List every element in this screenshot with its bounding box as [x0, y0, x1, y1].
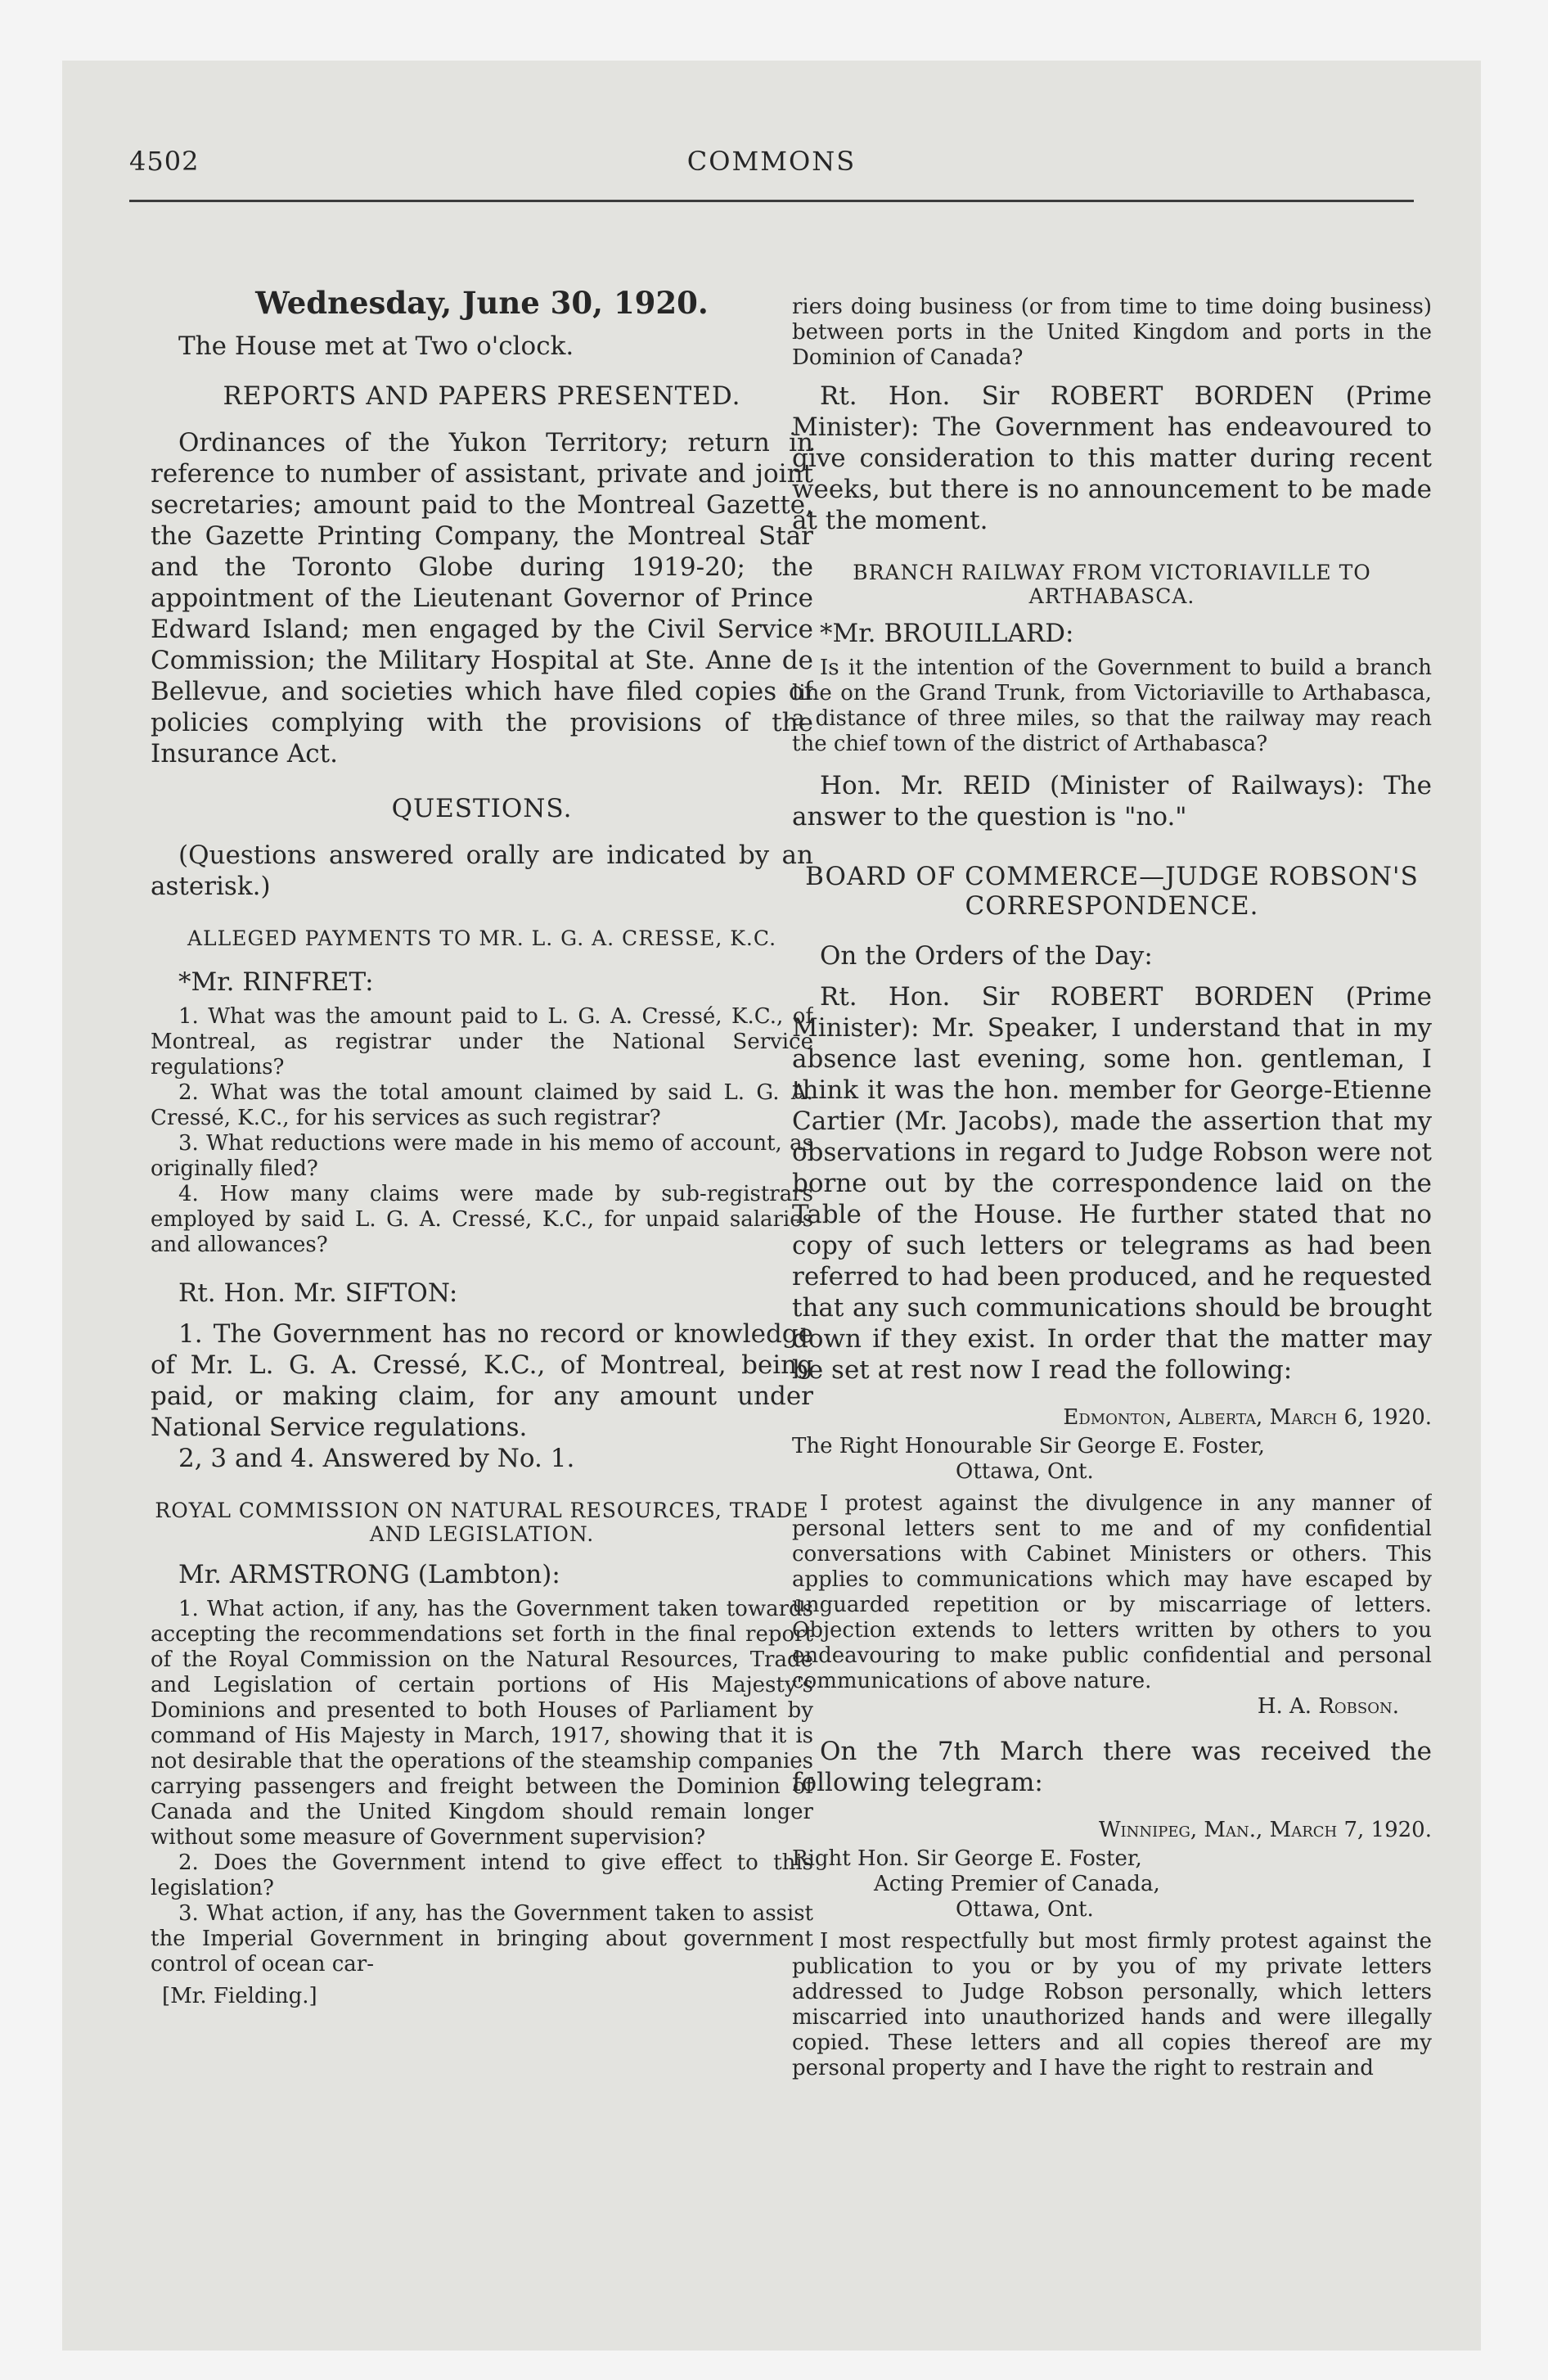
- page-number: 4502: [129, 146, 200, 177]
- letter-addressee: Ottawa, Ont.: [956, 1459, 1094, 1484]
- question-item: 2. What was the total amount claimed by said L. G. A. Cressé, K.C., for his services as such registrar?: [151, 1080, 813, 1130]
- speaker-sifton: Rt. Hon. Mr. SIFTON:: [178, 1278, 458, 1308]
- question-item: 4. How many claims were made by sub-registrars employed by said L. G. A. Cressé, K.C., for unpaid salaries and allowances?: [151, 1182, 813, 1257]
- section-heading-board-of-commerce: BOARD OF COMMERCE—JUDGE ROBSON'S CORRESPONDENCE.: [805, 862, 1419, 921]
- answer-paragraph: 1. The Government has no record or knowledge of Mr. L. G. A. Cressé, K.C., of Montreal, being paid, or making claim, for any amount under National Service regulations.: [151, 1319, 813, 1442]
- question-item: 2. Does the Government intend to give effect to this legislation?: [151, 1850, 813, 1900]
- section-heading-cresse: ALLEGED PAYMENTS TO MR. L. G. A. CRESSE, K.C.: [187, 926, 777, 950]
- question-list-cresse: [151, 1004, 813, 1258]
- reports-heading: REPORTS AND PAPERS PRESENTED.: [223, 381, 741, 411]
- page: [62, 61, 1481, 2351]
- telegram-intro: On the 7th March there was received the following telegram:: [792, 1737, 1432, 1797]
- speaker-brouillard: *Mr. BROUILLARD:: [820, 619, 1074, 648]
- question-item: 1. What action, if any, has the Government taken towards accepting the recommendations set forth in the final report of the Royal Commission on the Natural Resources, Trade and Legislation of certain portions of His Majesty's Dominions and presented to both Houses of Parliament by command of His Majesty in March, 1917, showing that it is not desirable that the operations of the steamship companies carrying passengers and freight between the Dominion of Canada and the United Kingdom should remain longer without some measure of Government supervision?: [151, 1597, 813, 1850]
- questions-note: (Questions answered orally are indicated by an asterisk.): [151, 841, 813, 901]
- questions-heading: QUESTIONS.: [391, 794, 573, 823]
- page-footer: [Mr. Fielding.]: [162, 1984, 317, 2008]
- letter-addressee: Acting Premier of Canada,: [874, 1872, 1160, 1896]
- question-continued: riers doing business (or from time to time doing business) between ports in the United Kingdom and ports in the Dominion of Canada?: [792, 295, 1432, 370]
- question-item: 1. What was the amount paid to L. G. A. Cressé, K.C., of Montreal, as registrar under the National Service regulations?: [151, 1004, 813, 1080]
- speaker-rinfret: *Mr. RINFRET:: [178, 967, 374, 997]
- letter-addressee: The Right Honourable Sir George E. Foster,: [792, 1434, 1265, 1458]
- letter-addressee: Ottawa, Ont.: [956, 1897, 1094, 1922]
- orders-of-the-day: On the Orders of the Day:: [820, 941, 1153, 971]
- question-item: 3. What action, if any, has the Government taken to assist the Imperial Government in bringing about government control of ocean car-: [151, 1901, 813, 1977]
- letter-signature: H. A. Robson.: [1257, 1694, 1399, 1719]
- letter-body: I most respectfully but most firmly protest against the publication to you or by you of my private letters addressed to Judge Robson personally, which letters miscarried into unauthorized hands and were illegally copied. These letters and all copies thereof are my personal property and I have the right to restrain and: [792, 1929, 1432, 2080]
- speaker-armstrong: Mr. ARMSTRONG (Lambton):: [178, 1560, 560, 1589]
- question-list-royal-commission: [151, 1597, 813, 1977]
- letter-addressee: Right Hon. Sir George E. Foster,: [792, 1846, 1142, 1871]
- date-heading: Wednesday, June 30, 1920.: [255, 285, 709, 321]
- letter-dateline: Winnipeg, Man., March 7, 1920.: [1098, 1818, 1432, 1842]
- running-head: COMMONS: [686, 146, 857, 177]
- header-rule: [129, 200, 1414, 202]
- right-column: [792, 221, 1432, 2300]
- letter-dateline: Edmonton, Alberta, March 6, 1920.: [1063, 1405, 1432, 1430]
- reports-paragraph: Ordinances of the Yukon Territory; return in reference to number of assistant, private and joint secretaries; amount paid to the Montreal Gazette, the Gazette Printing Company, the Montreal Star and the Toronto Globe during 1919-20; the appointment of the Lieutenant Governor of Prince Edward Island; men engaged by the Civil Service Commission; the Military Hospital at Ste. Anne de Bellevue, and societies which have filed copies of policies complying with the provisions of the Insurance Act.: [151, 428, 813, 769]
- house-met-line: The House met at Two o'clock.: [178, 331, 574, 361]
- answer-borden: Rt. Hon. Sir ROBERT BORDEN (Prime Minister): The Government has endeavoured to give consideration to this matter during recent weeks, but there is no announcement to be made at the moment.: [792, 381, 1432, 535]
- page-header: [62, 61, 1481, 208]
- question-item: 3. What reductions were made in his memo of account, as originally filed?: [151, 1131, 813, 1181]
- answer-paragraph: 2, 3 and 4. Answered by No. 1.: [178, 1444, 575, 1473]
- letter-body: I protest against the divulgence in any manner of personal letters sent to me and of my confidential conversations with Cabinet Ministers or others. This applies to communications which may have escaped by unguarded repetition or by miscarriage of letters. Objection extends to letters written by others to you endeavouring to make public confidential and personal communications of above nature.: [792, 1491, 1432, 1693]
- question-item: Is it the intention of the Government to build a branch line on the Grand Trunk, from Victoriaville to Arthabasca, a distance of three miles, so that the railway may reach the chief town of the district of Arthabasca?: [792, 656, 1432, 756]
- answer-reid: Hon. Mr. REID (Minister of Railways): The answer to the question is "no.": [792, 771, 1432, 832]
- section-heading-branch-railway: BRANCH RAILWAY FROM VICTORIAVILLE TO ARTHABASCA.: [853, 561, 1371, 608]
- left-column: [151, 221, 813, 2300]
- section-heading-royal-commission: ROYAL COMMISSION ON NATURAL RESOURCES, TRADE AND LEGISLATION.: [155, 1499, 809, 1546]
- borden-speech: Rt. Hon. Sir ROBERT BORDEN (Prime Minister): Mr. Speaker, I understand that in my absence last evening, some hon. gentleman, I think it was the hon. member for George-Etienne Cartier (Mr. Jacobs), made the assertion that my observations in regard to Judge Robson were not borne out by the correspondence laid on the Table of the House. He further stated that no copy of such letters or telegrams as had been referred to had been produced, and he requested that any such communications should be brought down if they exist. In order that the matter may be set at rest now I read the following:: [792, 982, 1432, 1385]
